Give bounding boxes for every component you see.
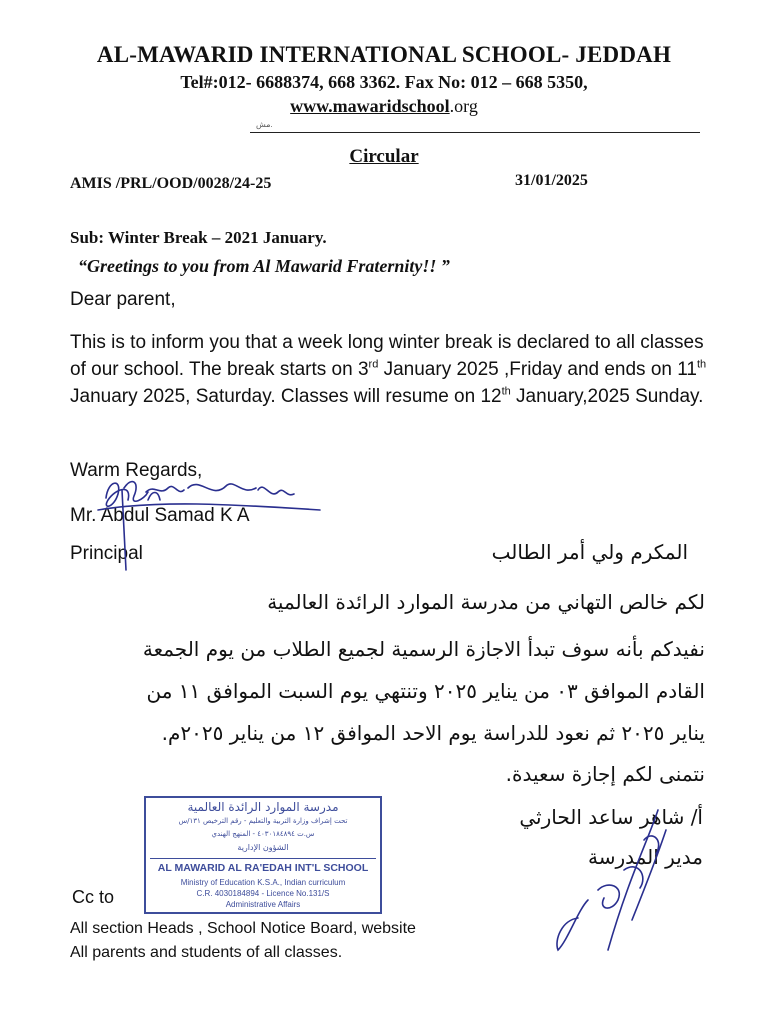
arabic-signatory-title: مدير المدرسة (587, 845, 703, 869)
body-paragraph: This is to inform you that a week long winter break is declared to all classes of our school. The break starts on 3rd January 2025 ,Friday and ends on 11th January 2025, Saturday. Classes will resume on 12th January,2025 Sunday. (70, 332, 707, 407)
signatory-title: Principal (70, 543, 143, 564)
circular-date: 31/01/2025 (515, 172, 588, 189)
tiny-mark: مش. (256, 120, 273, 129)
arabic-wish: نتمنى لكم إجازة سعيدة. (505, 762, 705, 786)
contact-line: Tel#:012- 6688374, 668 3362. Fax No: 012 – 668 5350, (180, 72, 588, 92)
arabic-signature (548, 800, 698, 960)
stamp-arabic-line: س.ت ٤٠٣٠١٨٤٨٩٤ - المنهج الهندي (211, 830, 315, 838)
distribution-line: All parents and students of all classes. (70, 944, 343, 961)
arabic-body-line: القادم الموافق ٠٣ من يناير ٢٠٢٥ وتنتهي يوم السبت الموافق ١١ من (146, 679, 705, 703)
stamp-english-line: Administrative Affairs (225, 900, 301, 909)
website-suffix: .org (449, 96, 478, 116)
circular-title: Circular (349, 146, 419, 167)
reference-number: AMIS /PRL/OOD/0028/24-25 (70, 175, 272, 192)
school-stamp (144, 796, 382, 914)
stamp-divider (150, 858, 376, 859)
stamp-english-line: C.R. 4030184894 - Licence No.131/S (196, 889, 330, 898)
signatory-name: Mr. Abdul Samad K A (70, 505, 250, 526)
arabic-signatory: أ/ شاهر ساعد الحارثي (519, 805, 703, 829)
stamp-arabic-name: مدرسة الموارد الرائدة العالمية (187, 800, 339, 814)
closing: Warm Regards, (70, 460, 203, 481)
header-divider (250, 132, 700, 133)
arabic-body-line: نفيدكم بأنه سوف تبدأ الاجازة الرسمية لجميع الطلاب من يوم الجمعة (142, 637, 705, 661)
website-link[interactable]: www.mawaridschool (290, 96, 450, 116)
subject-line: Sub: Winter Break – 2021 January. (70, 228, 327, 247)
school-name: AL-MAWARID INTERNATIONAL SCHOOL- JEDDAH (96, 42, 672, 67)
distribution-line: All section Heads , School Notice Board, website (70, 920, 416, 937)
stamp-arabic-line: تحت إشراف وزارة التربية والتعليم - رقم الترخيص ١٣١/س (178, 817, 348, 825)
stamp-arabic-line: الشؤون الإدارية (237, 843, 289, 852)
stamp-english-name: AL MAWARID AL RA'EDAH INT'L SCHOOL (157, 862, 369, 874)
arabic-salutation: المكرم ولي أمر الطالب (491, 540, 688, 564)
salutation: Dear parent, (70, 289, 176, 310)
arabic-greeting: لكم خالص التهاني من مدرسة الموارد الرائدة العالمية (267, 590, 705, 614)
website-line (0, 96, 768, 117)
arabic-body-line: يناير ٢٠٢٥ ثم نعود للدراسة يوم الاحد الموافق ١٢ من يناير ٢٠٢٥م. (161, 721, 705, 745)
cc-label: Cc to (72, 887, 115, 907)
greeting-line: “Greetings to you from Al Mawarid Fraternity!! ” (78, 256, 450, 276)
stamp-english-line: Ministry of Education K.S.A., Indian curriculum (180, 878, 346, 887)
